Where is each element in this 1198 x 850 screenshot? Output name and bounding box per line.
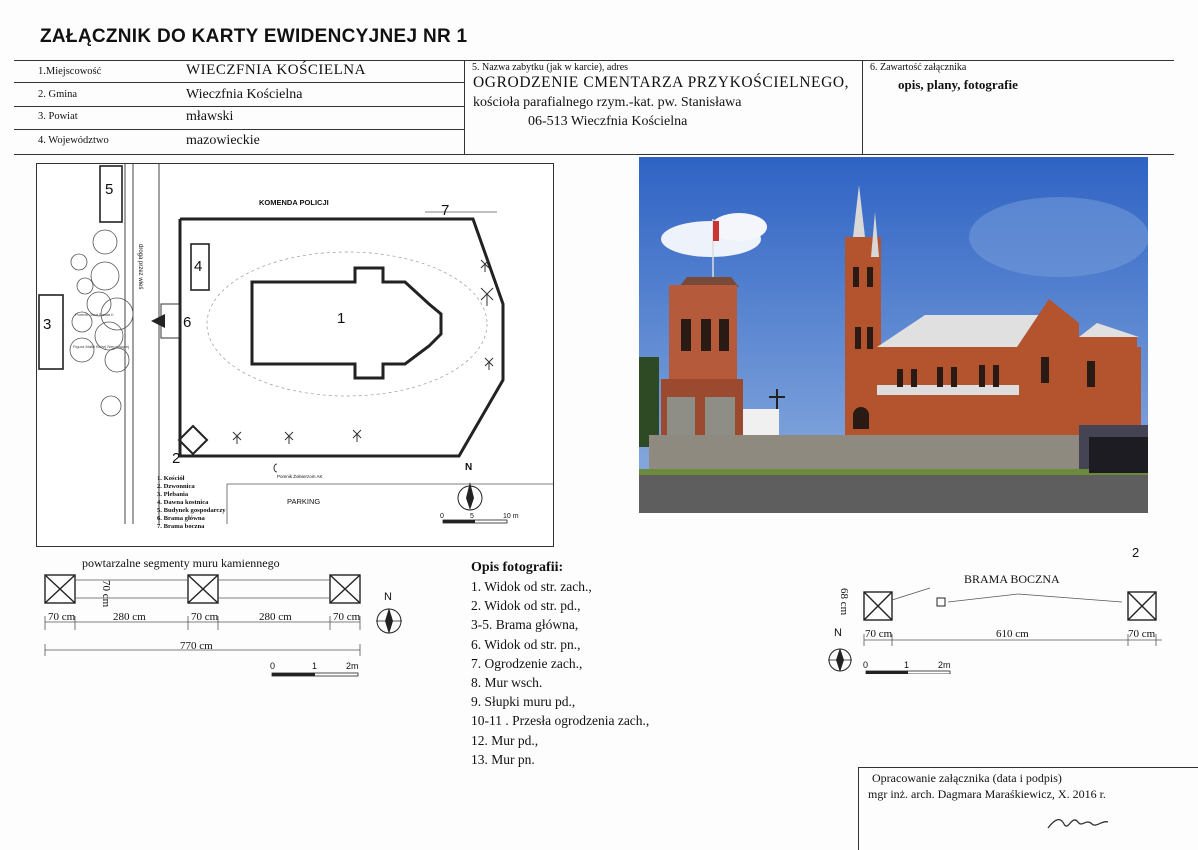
church-path — [207, 252, 487, 396]
wall-dim-post-1: 70 cm — [48, 611, 76, 623]
monument-address: 06-513 Wieczfnia Kościelna — [528, 114, 688, 129]
opis-item: 1. Widok od str. zach., — [471, 579, 592, 594]
legend-item: 1. Kościół — [157, 475, 185, 482]
gate-north-arrow-icon — [826, 646, 854, 674]
plan-number-6: 6 — [183, 314, 192, 331]
plan-tree-label-1: Pomnik Jana Pawła II — [75, 312, 114, 317]
contents-value: opis, plany, fotografie — [898, 77, 1018, 92]
plan-scale-5: 5 — [470, 513, 474, 520]
page-title: ZAŁĄCZNIK DO KARTY EWIDENCYJNEJ NR 1 — [40, 26, 468, 47]
plan-number-5: 5 — [105, 181, 114, 198]
gate-scale-1: 1 — [904, 660, 910, 670]
plan-number-4: 4 — [194, 258, 203, 275]
wall-drawing — [40, 572, 380, 682]
plan-number-2: 2 — [172, 450, 181, 467]
wall-dim-post-2: 70 cm — [191, 611, 219, 623]
plan-monument-label: Pomnik Żołnierzom AK — [277, 474, 323, 479]
field-value-miejscowosc: WIECZFNIA KOŚCIELNA — [186, 62, 366, 78]
wall-title: powtarzalne segmenty muru kamiennego — [82, 556, 280, 570]
field-value-powiat: mławski — [186, 109, 234, 124]
contents-label: 6. Zawartość załącznika — [870, 62, 967, 73]
plan-road-label: droga przez wieś — [137, 244, 143, 290]
palm-trees — [233, 260, 493, 444]
column-divider — [862, 60, 863, 154]
scale-bar-fill — [443, 520, 475, 523]
field-label-wojewodztwo: 4. Województwo — [38, 135, 109, 146]
row-divider — [14, 106, 464, 107]
opis-item: 7. Ogrodzenie zach., — [471, 655, 583, 671]
opis-item: 3-5. Brama główna, — [471, 617, 579, 633]
monument-name: OGRODZENIE CMENTARZA PRZYKOŚCIELNEGO, — [473, 74, 850, 91]
wall-scale-1: 1 — [312, 661, 318, 671]
signature-label: Opracowanie załącznika (data i podpis) — [872, 771, 1062, 785]
gate-page-number: 2 — [1132, 545, 1140, 560]
plan-scale-10: 10 m — [503, 513, 519, 520]
legend-item: 2. Dzwonnica — [157, 483, 195, 490]
church-photo — [639, 157, 1148, 513]
gate-scale-0: 0 — [863, 660, 869, 670]
wall-total: 770 cm — [180, 640, 213, 652]
table-top-border — [14, 60, 1174, 61]
field-value-gmina: Wieczfnia Kościelna — [186, 87, 303, 102]
gate-title: BRAMA BOCZNA — [964, 572, 1060, 586]
trees — [70, 230, 133, 416]
opis-item: 12. Mur pd., — [471, 732, 539, 748]
column-divider — [464, 60, 465, 154]
site-plan-drawing — [37, 164, 553, 546]
opis-item: 13. Mur pn. — [471, 751, 535, 767]
gate-latch — [937, 598, 945, 606]
legend-item: 6. Brama główna — [157, 515, 205, 522]
opis-item: 8. Mur wsch. — [471, 675, 543, 691]
church-photo-image — [639, 157, 1148, 513]
plan-parking-label: PARKING — [287, 497, 321, 506]
opis-title: Opis fotografii: — [471, 560, 564, 575]
gate-scale-2: 2m — [938, 660, 951, 670]
gate-dim-post-1: 70 cm — [865, 628, 893, 640]
monument-line2: kościoła parafialnego rzym.-kat. pw. Stanisława — [473, 95, 742, 110]
wall-dim-span-1: 280 cm — [113, 611, 146, 623]
field-value-wojewodztwo: mazowieckie — [186, 133, 260, 148]
opis-item: 2. Widok od str. pd., — [471, 598, 581, 614]
plan-north-letter: N — [465, 462, 473, 473]
gate-north-letter: N — [834, 627, 842, 639]
table-bottom-border — [14, 154, 1174, 155]
wall-scale-0: 0 — [270, 661, 276, 671]
plan-number-1: 1 — [337, 310, 346, 327]
plan-number-3: 3 — [43, 316, 52, 333]
field-label-gmina: 2. Gmina — [38, 89, 78, 100]
signature-author: mgr inż. arch. Dagmara Maraśkiewicz, X. 2016 r. — [868, 787, 1106, 801]
wall-dim-span-2: 280 cm — [259, 611, 292, 623]
legend-item: 4. Dawna kostnica — [157, 499, 209, 506]
monument-label: 5. Nazwa zabytku (jak w karcie), adres — [472, 62, 629, 73]
plan-number-7: 7 — [441, 202, 450, 219]
wall-scale-2: 2m — [346, 661, 359, 671]
monument-marker — [274, 464, 277, 472]
opis-item: 10-11 . Przesła ogrodzenia zach., — [471, 713, 650, 729]
opis-list — [471, 577, 649, 769]
opis-item: 9. Słupki muru pd., — [471, 694, 576, 710]
legend-item: 5. Budynek gospodarczy — [157, 507, 226, 514]
row-divider — [14, 129, 464, 130]
gate-dim-post-2: 70 cm — [1128, 628, 1156, 640]
plan-north-label: KOMENDA POLICJI — [259, 198, 329, 207]
gate-height: 68 cm — [838, 588, 850, 616]
gate-2 — [179, 426, 207, 454]
gate-dim-span: 610 cm — [996, 628, 1029, 640]
row-divider — [14, 82, 464, 83]
site-plan — [36, 163, 554, 547]
signature-mark — [1044, 806, 1114, 834]
church-outline — [252, 268, 441, 378]
wall-north-arrow-icon — [374, 606, 404, 636]
plan-legend — [157, 475, 226, 531]
plan-tree-label-2: Figura Matki Bożej Nieustającej — [73, 344, 130, 349]
wall-height: 70 cm — [100, 580, 112, 608]
legend-item: 3. Plebania — [157, 491, 189, 498]
legend-item: 7. Brama boczna — [157, 523, 205, 530]
opis-item: 6. Widok od str. pn., — [471, 636, 581, 652]
wall-north-letter: N — [384, 591, 392, 603]
field-label-miejscowosc: 1.Miejscowość — [38, 66, 102, 77]
field-label-powiat: 3. Powiat — [38, 111, 78, 122]
wall-dim-post-3: 70 cm — [333, 611, 361, 623]
cemetery-wall — [180, 219, 503, 456]
plan-scale-0: 0 — [440, 513, 444, 520]
entrance-arrow — [151, 314, 165, 328]
